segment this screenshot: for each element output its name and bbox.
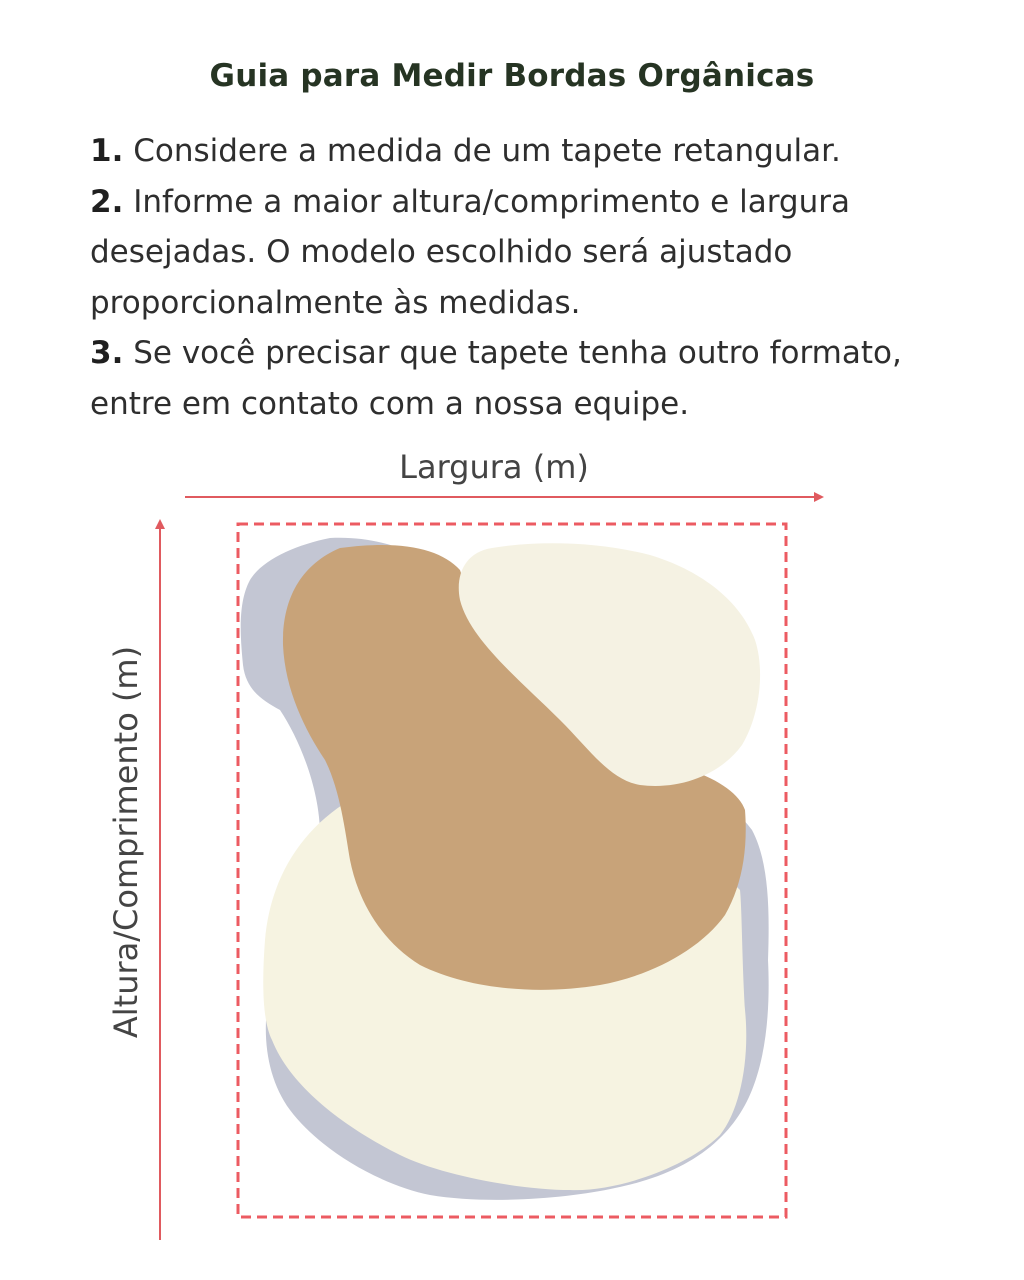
- height-arrow-head: [155, 519, 165, 529]
- width-arrow: [185, 492, 824, 502]
- step-3-text: Se você precisar que tapete tenha outro formato, entre em contato com a nossa equipe.: [90, 335, 902, 422]
- width-arrow-head: [814, 492, 824, 502]
- width-label: Largura (m): [399, 448, 589, 486]
- step-2-number: 2.: [90, 183, 124, 220]
- step-1-number: 1.: [90, 133, 124, 169]
- height-label: Altura/Comprimento (m): [107, 645, 145, 1039]
- step-2-text: Informe a maior altura/comprimento e largura desejadas. O modelo escolhido será ajustado proporcionalmente às medidas.: [90, 183, 850, 321]
- organic-rug: [241, 538, 769, 1200]
- page-title: Guia para Medir Bordas Orgânicas: [209, 58, 815, 94]
- step-3-number: 3.: [90, 335, 124, 371]
- height-arrow: [155, 519, 165, 1240]
- step-1-text: Considere a medida de um tapete retangular.: [123, 133, 841, 169]
